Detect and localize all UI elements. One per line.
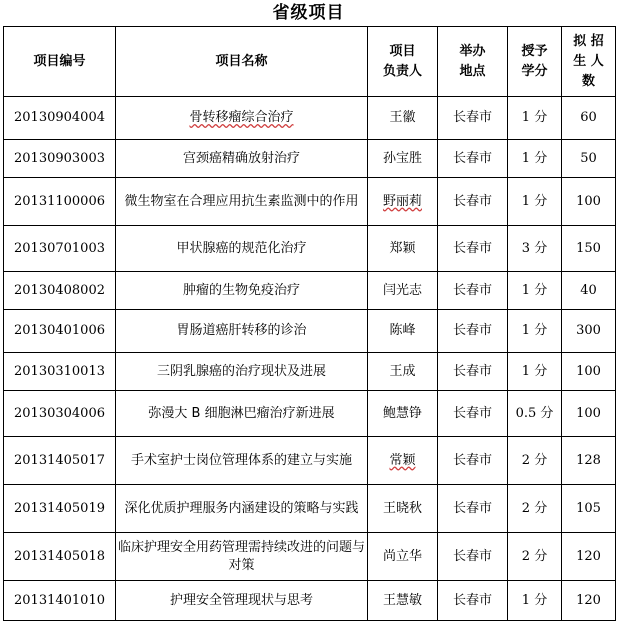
cell-code: 20130408002: [4, 272, 116, 310]
table-row: [4, 437, 616, 485]
header-row: [4, 27, 616, 97]
cell-leader: 郑颖: [368, 226, 438, 272]
cell-code: 20130304006: [4, 391, 116, 437]
cell-name: 手术室护士岗位管理体系的建立与实施: [116, 437, 368, 485]
header-leader: [368, 27, 438, 97]
cell-enroll: 100: [562, 353, 616, 391]
header-location: [438, 27, 508, 97]
cell-location: 长春市: [438, 140, 508, 178]
table-row: [4, 485, 616, 533]
cell-leader: 尚立华: [368, 533, 438, 581]
table-row: [4, 272, 616, 310]
cell-location: 长春市: [438, 353, 508, 391]
cell-location: 长春市: [438, 533, 508, 581]
cell-name: 护理安全管理现状与思考: [116, 581, 368, 621]
cell-enroll: 100: [562, 178, 616, 226]
header-name: 项目名称: [116, 27, 368, 97]
cell-enroll: 120: [562, 581, 616, 621]
cell-credit: 1 分: [508, 178, 562, 226]
cell-location: 长春市: [438, 485, 508, 533]
cell-leader: [368, 178, 438, 226]
table-row: [4, 581, 616, 621]
cell-name: 微生物室在合理应用抗生素监测中的作用: [116, 178, 368, 226]
header-enroll: [562, 27, 616, 97]
cell-leader: [368, 437, 438, 485]
cell-enroll: 128: [562, 437, 616, 485]
header-credit-line: 学分: [521, 63, 548, 79]
cell-leader: 王晓秋: [368, 485, 438, 533]
cell-leader: 陈峰: [368, 310, 438, 353]
cell-location: 长春市: [438, 310, 508, 353]
cell-credit: 1 分: [508, 97, 562, 140]
project-table: [3, 26, 616, 621]
header-leader-line: 项目: [389, 43, 416, 59]
table-row: [4, 310, 616, 353]
header-enroll-line: 生 人: [573, 53, 604, 69]
cell-enroll: 100: [562, 391, 616, 437]
cell-name: 宫颈癌精确放射治疗: [116, 140, 368, 178]
header-enroll-line: 拟 招: [573, 33, 604, 49]
header-credit: [508, 27, 562, 97]
cell-name: 深化优质护理服务内涵建设的策略与实践: [116, 485, 368, 533]
table-row: [4, 391, 616, 437]
cell-credit: 3 分: [508, 226, 562, 272]
cell-code: 20131401010: [4, 581, 116, 621]
cell-name: 临床护理安全用药管理需持续改进的问题与对策: [116, 533, 368, 581]
cell-credit: 2 分: [508, 533, 562, 581]
cell-code: 20130903003: [4, 140, 116, 178]
cell-credit: 1 分: [508, 581, 562, 621]
cell-credit: 1 分: [508, 140, 562, 178]
cell-location: 长春市: [438, 581, 508, 621]
cell-leader: 王徽: [368, 97, 438, 140]
cell-location: 长春市: [438, 178, 508, 226]
header-enroll-line: 数: [581, 73, 595, 89]
cell-enroll: 300: [562, 310, 616, 353]
cell-leader: 孙宝胜: [368, 140, 438, 178]
cell-location: 长春市: [438, 391, 508, 437]
table-row: [4, 178, 616, 226]
cell-credit: 0.5 分: [508, 391, 562, 437]
cell-credit: 2 分: [508, 485, 562, 533]
cell-code: 20131405019: [4, 485, 116, 533]
table-row: [4, 140, 616, 178]
cell-enroll: 150: [562, 226, 616, 272]
cell-leader-text: 野丽莉: [382, 193, 422, 209]
cell-credit: 1 分: [508, 310, 562, 353]
cell-name: 胃肠道癌肝转移的诊治: [116, 310, 368, 353]
table-row: [4, 97, 616, 140]
cell-leader: 闫光志: [368, 272, 438, 310]
cell-code: 20130310013: [4, 353, 116, 391]
cell-credit: 2 分: [508, 437, 562, 485]
header-leader-line: 负责人: [382, 63, 422, 79]
cell-location: 长春市: [438, 437, 508, 485]
cell-name: 弥漫大 B 细胞淋巴瘤治疗新进展: [116, 391, 368, 437]
cell-location: 长春市: [438, 226, 508, 272]
cell-name: 三阴乳腺癌的治疗现状及进展: [116, 353, 368, 391]
cell-enroll: 120: [562, 533, 616, 581]
cell-code: 20131100006: [4, 178, 116, 226]
cell-name: 肿瘤的生物免疫治疗: [116, 272, 368, 310]
cell-leader-text: 常颖: [389, 452, 416, 468]
cell-enroll: 50: [562, 140, 616, 178]
cell-leader: 鲍慧铮: [368, 391, 438, 437]
cell-name-text: 骨转移瘤综合治疗: [189, 110, 294, 125]
cell-name: 甲状腺癌的规范化治疗: [116, 226, 368, 272]
cell-code: 20131405018: [4, 533, 116, 581]
cell-enroll: 105: [562, 485, 616, 533]
table-row: [4, 353, 616, 391]
cell-name: [116, 97, 368, 140]
cell-code: 20130701003: [4, 226, 116, 272]
cell-location: 长春市: [438, 272, 508, 310]
table-row: [4, 533, 616, 581]
cell-leader: 王慧敏: [368, 581, 438, 621]
cell-code: 20130401006: [4, 310, 116, 353]
header-credit-line: 授予: [521, 43, 548, 59]
cell-code: 20131405017: [4, 437, 116, 485]
cell-enroll: 60: [562, 97, 616, 140]
cell-enroll: 40: [562, 272, 616, 310]
cell-code: 20130904004: [4, 97, 116, 140]
cell-credit: 1 分: [508, 353, 562, 391]
cell-location: 长春市: [438, 97, 508, 140]
header-code: 项目编号: [4, 27, 116, 97]
header-location-line: 举办: [459, 43, 486, 59]
table-row: [4, 226, 616, 272]
cell-leader: 王成: [368, 353, 438, 391]
cell-credit: 1 分: [508, 272, 562, 310]
header-location-line: 地点: [459, 63, 486, 79]
page-title: 省级项目: [272, 3, 345, 23]
